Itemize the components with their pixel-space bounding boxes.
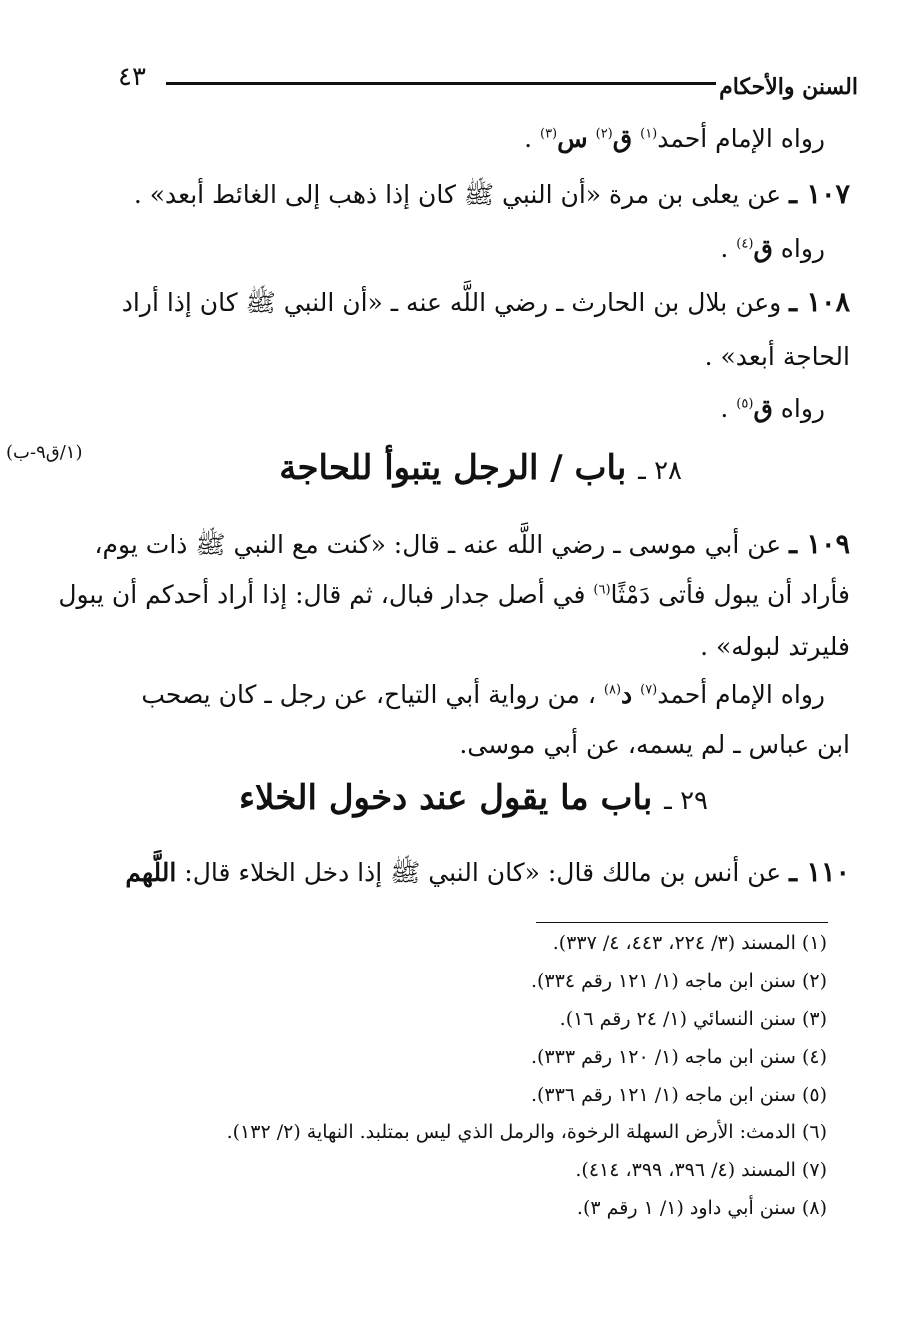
- footnote-ref: (٥): [736, 396, 754, 412]
- footnote-2: (٢) سنن ابن ماجه (١/ ١٢١ رقم ٣٣٤).: [530, 970, 827, 992]
- hadith-text: عن أنس بن مالك قال: «كان النبي ﷺ إذا دخل الخلاء قال:: [184, 858, 782, 887]
- hadith-108: [122, 286, 850, 320]
- hadith-107: [134, 178, 850, 212]
- hadith-109-line-2: [58, 578, 850, 612]
- hadith-109-source-line-2: ابن عباس ـ لم يسمه، عن أبي موسى.: [459, 730, 850, 759]
- hadith-number: ١٠٧ ـ: [789, 179, 850, 210]
- footnote-ref: (٨): [603, 682, 622, 698]
- page-number: ٤٣: [118, 62, 146, 92]
- footnote-ref: (٤): [736, 236, 754, 252]
- hadith-number: ١٠٨ ـ: [789, 287, 850, 318]
- source-symbol: س: [557, 124, 588, 153]
- source-symbol: ق: [753, 394, 773, 423]
- punctuation: .: [524, 124, 540, 153]
- narration-line-1: [524, 122, 825, 156]
- hadith-108-source: [720, 392, 825, 426]
- source-symbol: ق: [753, 234, 773, 263]
- chapter-28-heading: [279, 446, 682, 493]
- chapter-title: باب / الرجل يتبوأ للحاجة: [279, 448, 627, 488]
- chapter-number: ٢٩ ـ: [664, 786, 708, 816]
- punctuation: .: [720, 234, 737, 263]
- hadith-text: فأراد أن يبول فأتى دَمْثًا: [610, 580, 850, 609]
- hadith-text: في أصل جدار فبال، ثم قال: إذا أراد أحدكم أن يبول: [58, 580, 594, 609]
- hadith-109-line-3: فليرتد لبوله» .: [700, 632, 850, 661]
- footnote-3: (٣) سنن النسائي (١/ ٢٤ رقم ١٦).: [559, 1008, 827, 1030]
- source-symbol: د: [621, 680, 633, 709]
- narration-text: رواه: [780, 234, 825, 263]
- hadith-108-continuation: الحاجة أبعد» .: [704, 342, 850, 371]
- hadith-107-source: [720, 232, 825, 266]
- hadith-109-source: [141, 678, 825, 712]
- hadith-109: [94, 528, 850, 562]
- footnote-ref: (١): [640, 126, 658, 142]
- running-title: السنن والأحكام: [719, 74, 858, 100]
- hadith-text: وعن بلال بن الحارث ـ رضي اللَّه عنه ـ «أن النبي ﷺ كان إذا أراد: [121, 288, 782, 317]
- narration-text: رواه الإمام أحمد: [657, 124, 825, 153]
- margin-note: (١/ق٩-ب): [6, 442, 83, 463]
- hadith-text-bold: اللَّهم: [125, 858, 177, 887]
- narration-text: رواه الإمام أحمد: [657, 680, 825, 709]
- footnote-ref: (٧): [640, 682, 658, 698]
- hadith-number: ١٠٩ ـ: [789, 529, 850, 560]
- hadith-text: عن يعلى بن مرة «أن النبي ﷺ كان إذا ذهب إلى الغائط أبعد» .: [133, 180, 782, 209]
- footnote-4: (٤) سنن ابن ماجه (١/ ١٢٠ رقم ٣٣٣).: [530, 1046, 827, 1068]
- footnote-8: (٨) سنن أبي داود (١/ ١ رقم ٣).: [576, 1197, 827, 1219]
- narration-text: ، من رواية أبي التياح، عن رجل ـ كان يصحب: [141, 680, 604, 709]
- footnote-ref: (٣): [539, 126, 558, 142]
- footnote-rule: [536, 922, 828, 923]
- footnote-5: (٥) سنن ابن ماجه (١/ ١٢١ رقم ٣٣٦).: [530, 1084, 827, 1106]
- footnote-7: (٧) المسند (٤/ ٣٩٦، ٣٩٩، ٤١٤).: [575, 1159, 827, 1181]
- punctuation: .: [720, 394, 737, 423]
- hadith-text: عن أبي موسى ـ رضي اللَّه عنه ـ قال: «كنت مع النبي ﷺ ذات يوم،: [94, 530, 782, 559]
- footnote-ref: (٢): [595, 126, 613, 142]
- header-rule: [166, 82, 716, 85]
- hadith-number: ١١٠ ـ: [789, 857, 850, 888]
- footnote-ref: (٦): [593, 582, 611, 598]
- source-symbol: ق: [612, 124, 633, 153]
- hadith-110: [125, 856, 850, 890]
- footnote-1: (١) المسند (٣/ ٢٢٤، ٤٤٣، ٤/ ٣٣٧).: [552, 932, 827, 954]
- footnote-6: (٦) الدمث: الأرض السهلة الرخوة، والرمل الذي ليس بمتلبد. النهاية (٢/ ١٣٢).: [226, 1121, 827, 1143]
- narration-text: رواه: [780, 394, 825, 423]
- chapter-29-heading: [239, 776, 708, 823]
- chapter-title: باب ما يقول عند دخول الخلاء: [238, 778, 653, 818]
- chapter-number: ٢٨ ـ: [638, 456, 682, 486]
